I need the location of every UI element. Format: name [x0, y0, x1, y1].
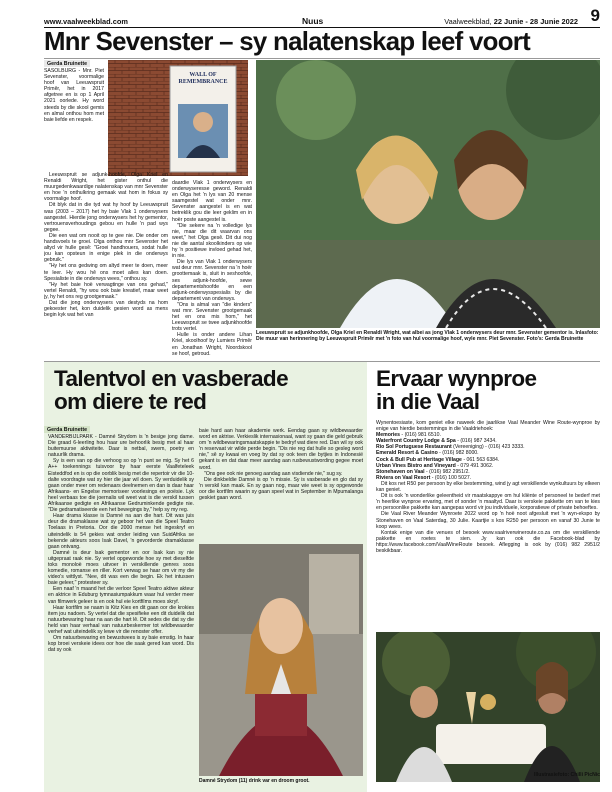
venue-2-name: Waterfront Country Lodge & Spa [376, 438, 456, 445]
venue-8-name: Riviera on Vaal Resort [376, 474, 431, 481]
story3-intro: Wynentoesiaste, kom geniet elke naweek die jaarlikse Vaal Meander Wine Route-wynproe by enige van hierdie bestemmings in die Vaaldriehoek: [376, 420, 600, 433]
page-header [44, 6, 600, 26]
issue-prefix: Vaalweekblad, [444, 17, 492, 26]
story3-headline [376, 368, 600, 413]
story3-body [376, 420, 600, 630]
story3-headline-line2: in die Vaal [376, 388, 480, 414]
venue-6-name: Urban Vines Bistro and Vineyard [376, 462, 456, 469]
teachers-photo [256, 60, 600, 328]
venue-7-name: Stonehaven on Vaal [376, 468, 425, 475]
page-number: 9 [590, 6, 600, 25]
story3-p4: Kontak enige van die venues of besoek www.vaalriverwineroute.co.za om die verskillende pakkette en roetes te sien. Jy kan ook die Facebook-blad by https://www.facebook.com/VaalWineRoute besoek. Aflegging is ook by (016) 982 2951/2 beskikbaar. [376, 529, 600, 554]
venue-7-detail: - (016) 982 2951/2. [424, 468, 470, 475]
headline-rule [44, 58, 600, 59]
story1-p8: daardie Vlak 1 onderwysers en onderwyseresse geword. Renaldi en Olga het 'n lys van 20 mense saamgestel wat onder mnr. Sevenster aangestel is en wat betreklik gou die leer geklim en in hoër poste aangestel is. [172, 180, 252, 223]
story2-p4: Damné is deur Isak gementor en oor Isak kan sy nie uitgepraat raak nie. Sy vertel opgewonde hoe sy met dieselfde toks monoloë moes uitvoer in verskillende genres soos komedie, romanse en riller. Kort verwag se haar om vir my die video's wittlyst. "Nee, dit was een die begin. Ek het intussen baie geleer," protesteer sy. [48, 549, 194, 587]
story2-byline: Gerda Bruinette [44, 426, 90, 433]
venue-4-name: Emerald Resort & Casino [376, 450, 438, 457]
venue-5-name: Cock & Bull Pub at Heritage Village [376, 456, 462, 463]
venue-8-detail: - (016) 100 5027. [430, 474, 472, 481]
venue-5-detail: - 061 563 6384. [461, 456, 500, 463]
story2-p10: Die dinkbeldie Damné is op 'n missie. Sy is vasberade en glo dat sy 'n verskil kan maak. En sy gaan nog, maar wie weet is sy opgewonde oor die kortfilm waarin sy gaan speel wat in September in Mpumalanga geskiet gaan word. [199, 476, 363, 502]
issue-line [444, 17, 578, 26]
venue-6-detail: - 079 491 3062. [455, 462, 494, 469]
story2-p7: Om natuurbewaring en bewustwees is sy baie ernstig. In haar kop broei verskeie idees oor hoe die saak gered kan word. Dis dat sy ook [48, 635, 194, 654]
story2-p3: Haar drama klasse is Damné na aan die hart. Dit was juis deur die dramaklasse wat sy geboor het van die Speel Teatro Toelaas in Pretoria. Oor die 2000 mense het ingeskryf en uiteindelik is 54 gekies wat onder leiding van SuidAfrika se bekende akteurs soos Isak Davel, 'n gevorderde dramaklasse gaan ontvang. [48, 513, 194, 550]
venue-2-detail: - (016) 987 3434. [455, 438, 497, 445]
issue-date: 22 Junie - 28 Junie 2022 [493, 17, 578, 26]
story1-p9: "Die sekere na 'n volledige lys nie, maar die dit waarvan ons weet," het Olga gesê. Dit dui nog nie die aantal skoolkinders op wie hy 'n positiewe invloed gehad het, in nie. [172, 222, 252, 260]
story1-p11: "Ons is almal van "die kinders" wat mnr. Sevenster grootgemaak het en ons mis hom," het Leeuwspruit se twee adjunkhoofde trots vertel. [172, 301, 252, 333]
story1-p4: Die een wat om nooit op te gee nie. Die onder om handsvoels te groei. Olga onthou mnr Sevenster het altyd vir hulle gesê: "Groei handhouers, sodat hulle jou kan opsteun in enige plek in die onderwys gebruik." [44, 232, 168, 264]
story2-headline-line2: om diere te red [54, 388, 207, 414]
teachers-photo-graphic [256, 60, 600, 328]
story3-caption: Illustrasiefoto: Chilli PicNic [534, 772, 600, 778]
story1-p2: Leeuwspruit se adjunk-hoofde, Olga Kriel en Renaldi Wright, het gister onthul die muurgedenkwaardige nalatenskap van mnr Sevenster en hoe 'n onthulkring gemaak wat hom in fokus sy voormalige hoof. [44, 172, 168, 203]
story2-caption: Damné Strydom (11) drink var en droom groot. [199, 778, 310, 784]
story1-p12: Hulle is onder andere Lihan Kriel, skoolhoof by Lumiers Primêr en Jonathan Wright, Noordskool se hoof, getroud. [172, 332, 252, 357]
section-label: Nuus [302, 16, 324, 26]
story2-p8: baie hard aan haar akademie werk. Eendag gaan sy wildbewaarder word en aktrise. Verkieslik internasionaal, want sy gaan die geld gebruik om 'n wildbewaringsmaatskappie te bedryf wat diere red. Dan wil sy ook 'n reservaat vir wilde perde begin. "Dis nie reg dat hulle so gesleg word nie," sê sy kwaai en voeg by dat sy ook teen die bytjies in Indonesië gekant is en dat daar meer aandag aan rusbewustwording gegee moet word. [199, 428, 363, 471]
story1-p7: Dat die jong onderwysers van destyds na hom gekoester het, kon duidelik gesien word as mens begin kyk wat het van [44, 299, 168, 319]
story1-col2 [172, 180, 252, 360]
story2-col2 [199, 428, 363, 540]
story2-col1 [48, 434, 194, 792]
story2-headline [54, 368, 364, 413]
story1-col1-top [44, 68, 104, 171]
story1-headline: Mnr Sevenster – sy nalatenskap leef voort [44, 28, 531, 56]
story1-col1-main [44, 172, 168, 360]
story3-p3: Die Vaal River Meander Wynroete 2022 word op 'n hoë noot afgesluit met 'n wyn-ekspo by Stonehaven on Vaal Saterdag, 30 Julie. Kaartjie s kos R250 per persoon en vanaf 30 Junie te koop wees. [376, 511, 600, 530]
story3-headline-line1: Ervaar wynproe [376, 366, 537, 391]
story2-headline-line1: Talentvol en vasberade [54, 366, 288, 391]
venue-1-name: Memories [376, 432, 400, 439]
wine-photo-graphic [376, 632, 600, 782]
wine-photo [376, 632, 600, 782]
site-url[interactable]: www.vaalweekblad.com [44, 17, 128, 26]
story1-p5: "Hy het ons gedwing om altyd meer te doen, meer te leer. Hy wou hê ons moet alles kan doen. Spesialiste in die onderwys wees," onthou sy. [44, 263, 168, 282]
poster-title: WALL OF REMEMBRANCE [178, 72, 228, 85]
story3-p1: Dit kos net R50 per persoon by elke bestemming, wind jy agt verskillende wynkultuurs by elkeen kan geniet. [376, 480, 600, 494]
venue-3-name: Rio Sol Portuguese Restaurant [376, 444, 452, 451]
story2-p2: Sy is een van op die verhoog so op 'n punt se mig. Sy het 6 A++ toekennings tuisvoor by haar eerste Vaalfeteleek Eisteddfod en is op die oorblik besig met die repertoir vir die 10-dalte voordragte wat sy hier die jaar wil doen. Sy verduidelik sy gaan onder meer om redenaars deelnemen en dan is daar haar Afrikaans- en Engelse memoriseer voorlesings en poësie. Lyk heel verbaas toe die joernalis wil weet wat is die verskil tussen Afrikaanse gedigte en Afrikaanse Gedruminkende gedigte nie. "Die gedramatiseerde een het bewegings by," help sy my reg. [48, 458, 194, 514]
memorial-wall-photo [108, 60, 248, 176]
story1-p10: Die lys van Vlak 1 onderwysers wat deur mnr. Sevenster na 'n hoër groottemaak is, sluit in seshoofde, ses adjunk-hoofde, sewe departementshoofde en een adjunk-onderwysspesialis by die departement van onderwys. [172, 259, 252, 302]
venue-1-detail: - (016) 981 6510. [400, 432, 441, 439]
venue-4-detail: - (016) 982 8000. [437, 450, 479, 457]
story1-p6: "Hy het baie hoë verwagtinge van ons gehad," vertel Renaldi, "hy wou ook baie kreatief, maar weet jy, hy het ons reg grootgemaak." [44, 281, 168, 300]
story2-p9: "Ons gee ook nie genoeg aandag aan visdiende nie," sug sy. [204, 470, 343, 477]
story2-p1: VANDERBIJLPARK - Damné Strydom is 'n besige jong dame. Die graad 6-leerling hou haar ure behoorlik besig met al haar buitemuurse aktiwiteite. Daar is netbal, swem, poetry en natuurlik drama. [48, 434, 194, 459]
story2-p5: Een naaf 'n maand het die verloor Speel Teatro aktiwe akteur en aktrice in Eduburg tymnasiumpakkum waar hul verder meer van filmwerk geleer is en ook hul eie kortfilms moes skryf. [48, 586, 194, 605]
venue-3-detail: (Vereeniging) - (016) 423 3333. [451, 444, 525, 451]
story1-p1: SASOLBURG - Mnr. Piet Sevenster, voormalige hoof van Leeuwspruit Primêr, het in 2017 afgetree en is op 1 April 2021 oorlede. Hy word steeds by die skool gemis en almal onthou hom met baie liefde en respek. [44, 68, 104, 123]
story3-p2: Dit is ook 'n wonderlike geleentheid vir maatskappye om hul kliënte of personeel te bederf met 'n heerlike wynproe ervaring, met of sonder 'n maaltyd. Daar is verskeie pakkette om van te kies en persoonlike pakkette kan aangepas word vir jou individuele, korporatiewe of private behoeftes. [376, 493, 600, 512]
girl-photo-graphic [199, 544, 363, 776]
girl-photo [199, 544, 363, 776]
story1-caption: Leeuwspruit se adjunkhoofde, Olga Kriel en Renaldi Wright, wat albei as jong Vlak 1 onderwysers deur mnr. Sevenster gementor is. Inlasfoto: Die muur van herinnering by Leeuwspruit Primêr met 'n foto van hul voormalige hoof, wyle mnr. Piet Sevenster. Foto's: Gerda Bruinette [256, 330, 599, 343]
story1-p3: Dit blyk dat in die tyd wat hy hoof by Leeuwspruit was (2003 – 2017) het hy baie Vlak 1 onderwysers aangestel. Hierdie jong onderwysers het hy gementor, vertrouensverhoudings gebou en hulle 'n pad wys gegee. [44, 202, 168, 233]
story2-p6: Haar kortfilm se naam is Kitz Kies en dit gaan oor die krokies item jou nadoen. Sy vertel dat die spesifieke een dit duidelik dat natuurbewaring haar na aan die hart lê. Dit sedes die dat sy die held van haar verhaal van natuurbeskermer tot wildbewaarder verhef wat uiteindelik sy lewe vir die renoster offer. [48, 604, 194, 635]
story1-byline: Gerda Bruinette [44, 60, 90, 67]
